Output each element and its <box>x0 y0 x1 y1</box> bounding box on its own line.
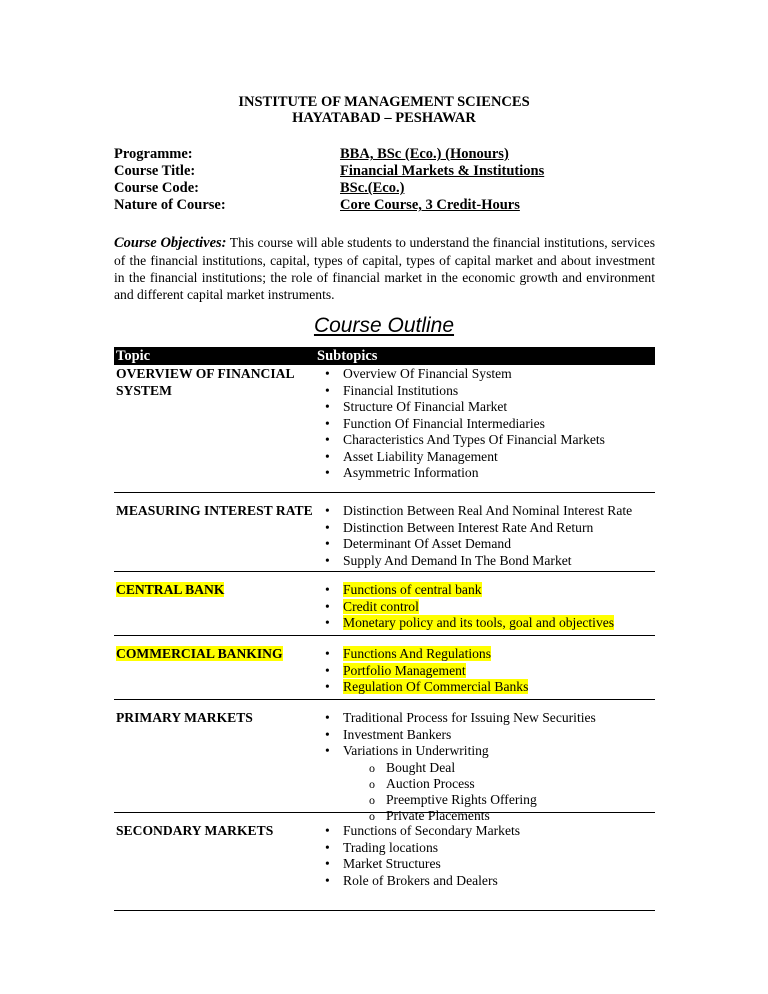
subtopic-text: Portfolio Management <box>343 662 466 678</box>
subtopic-list <box>317 710 655 824</box>
subtopic-item <box>317 873 655 890</box>
topic-label: PRIMARY MARKETS <box>116 710 253 725</box>
subtopic-item <box>317 823 655 840</box>
subtopics-cell <box>317 645 655 699</box>
subtopic-text: Asymmetric Information <box>343 465 479 480</box>
table-header <box>114 347 655 365</box>
table-row <box>114 365 655 493</box>
subtopic-text: Asset Liability Management <box>343 448 498 464</box>
institute-name: INSTITUTE OF MANAGEMENT SCIENCES <box>238 94 530 110</box>
institute-location: HAYATABAD – PESHAWAR <box>292 110 476 126</box>
nested-subtopic-item: o Auction Process <box>343 776 655 792</box>
subtopic-item <box>317 727 655 744</box>
subtopic-item <box>317 383 655 400</box>
subtopic-text: Traditional Process for Issuing New Securities <box>343 710 596 725</box>
subtopic-item <box>317 840 655 857</box>
subtopic-item <box>317 582 655 599</box>
subtopic-list <box>317 646 655 696</box>
document-header <box>0 94 768 126</box>
subtopics-cell <box>317 581 655 635</box>
nested-subtopic-item: o Preemptive Rights Offering <box>343 792 655 808</box>
subtopic-item <box>317 615 655 632</box>
subtopic-text: Functions of central bank <box>343 582 482 597</box>
objectives-title: Course Objectives: <box>114 235 227 251</box>
subtopic-item <box>317 465 655 482</box>
subtopics-header: Subtopics <box>317 348 378 364</box>
subtopic-text: Variations in Underwriting <box>343 743 489 758</box>
subtopic-text: Regulation Of Commercial Banks <box>343 679 529 694</box>
objectives-text: This course will able students to understand the financial institutions, services of the financial institutions, capital, types of capital, types of capital market and about investment in the financial institutions; the role of financial market in the economic growth and environment and different capital market instruments. <box>114 235 655 302</box>
topic-label: MEASURING INTEREST RATE <box>116 503 313 518</box>
subtopic-text: Characteristics And Types Of Financial Markets <box>343 432 605 447</box>
subtopic-text: Monetary policy and its tools, goal and objectives <box>343 615 615 630</box>
subtopic-text: Role of Brokers and Dealers <box>343 872 498 888</box>
outline-title: Course Outline <box>313 314 455 337</box>
outline-table <box>114 347 655 911</box>
subtopic-item <box>317 416 655 433</box>
subtopics-cell <box>317 365 655 492</box>
subtopic-text: Financial Institutions <box>343 382 459 398</box>
course-code-label: Course Code: <box>114 180 199 196</box>
subtopic-text: Trading locations <box>343 839 439 855</box>
subtopic-text: Determinant Of Asset Demand <box>343 536 511 551</box>
subtopic-item <box>317 536 655 553</box>
programme-value: BBA, BSc (Eco.) (Honours) <box>340 146 509 162</box>
subtopic-text: Structure Of Financial Market <box>343 399 508 414</box>
course-info-row <box>114 197 544 214</box>
table-body <box>114 365 655 911</box>
course-title-label: Course Title: <box>114 163 196 179</box>
subtopic-text: Supply And Demand In The Bond Market <box>343 552 572 568</box>
subtopic-text: Distinction Between Real And Nominal Interest Rate <box>343 503 633 518</box>
subtopics-cell <box>317 502 655 571</box>
table-row <box>114 493 655 572</box>
subtopics-cell <box>317 709 655 823</box>
table-row <box>114 572 655 636</box>
subtopic-text: Credit control <box>343 598 419 614</box>
subtopic-text: Investment Bankers <box>343 726 452 742</box>
subtopics-cell <box>317 822 655 910</box>
subtopic-list <box>317 823 655 889</box>
topic-label: OVERVIEW OF FINANCIAL SYSTEM <box>116 366 294 398</box>
topic-cell <box>114 581 317 635</box>
course-info <box>114 146 544 214</box>
course-info-row <box>114 163 544 180</box>
programme-label: Programme: <box>114 146 193 162</box>
subtopic-item <box>317 503 655 520</box>
subtopic-text: Overview Of Financial System <box>343 366 512 381</box>
subtopic-item <box>317 366 655 383</box>
subtopic-text: Market Structures <box>343 856 441 871</box>
topic-cell <box>114 502 317 571</box>
course-objectives <box>114 234 655 303</box>
subtopic-item <box>317 710 655 727</box>
table-row <box>114 700 655 823</box>
table-row <box>114 636 655 700</box>
subtopic-list <box>317 503 655 569</box>
topic-label: COMMERCIAL BANKING <box>116 646 283 661</box>
subtopic-text: Functions of Secondary Markets <box>343 823 521 838</box>
subtopic-item <box>317 432 655 449</box>
subtopic-item <box>317 553 655 570</box>
subtopic-list <box>317 366 655 482</box>
subtopic-item <box>317 663 655 680</box>
course-info-row <box>114 146 544 163</box>
course-info-row <box>114 180 544 197</box>
nested-subtopic-item: o Bought Deal <box>343 760 655 776</box>
nature-label: Nature of Course: <box>114 197 226 213</box>
subtopic-item <box>317 599 655 616</box>
subtopic-text: Functions And Regulations <box>343 646 492 661</box>
nature-value: Core Course, 3 Credit-Hours <box>340 197 520 213</box>
subtopic-text: Function Of Financial Intermediaries <box>343 415 545 431</box>
course-title-value: Financial Markets & Institutions <box>340 163 545 179</box>
course-code-value: BSc.(Eco.) <box>340 180 405 196</box>
nested-subtopic-list <box>343 760 655 824</box>
nested-subtopic-item: o Private Placements <box>343 808 655 824</box>
subtopic-item <box>317 646 655 663</box>
subtopic-list <box>317 582 655 632</box>
topic-cell <box>114 709 317 812</box>
subtopic-text: Distinction Between Interest Rate And Return <box>343 519 594 535</box>
topic-cell <box>114 645 317 699</box>
topic-label: SECONDARY MARKETS <box>116 823 274 838</box>
subtopic-item <box>317 679 655 696</box>
topic-label: CENTRAL BANK <box>116 582 225 597</box>
topic-header: Topic <box>116 348 151 364</box>
subtopic-item <box>317 449 655 466</box>
subtopic-item <box>317 399 655 416</box>
subtopic-item <box>317 743 655 824</box>
topic-cell <box>114 822 317 910</box>
table-row <box>114 813 655 911</box>
topic-cell <box>114 365 317 492</box>
subtopic-item <box>317 520 655 537</box>
subtopic-item <box>317 856 655 873</box>
